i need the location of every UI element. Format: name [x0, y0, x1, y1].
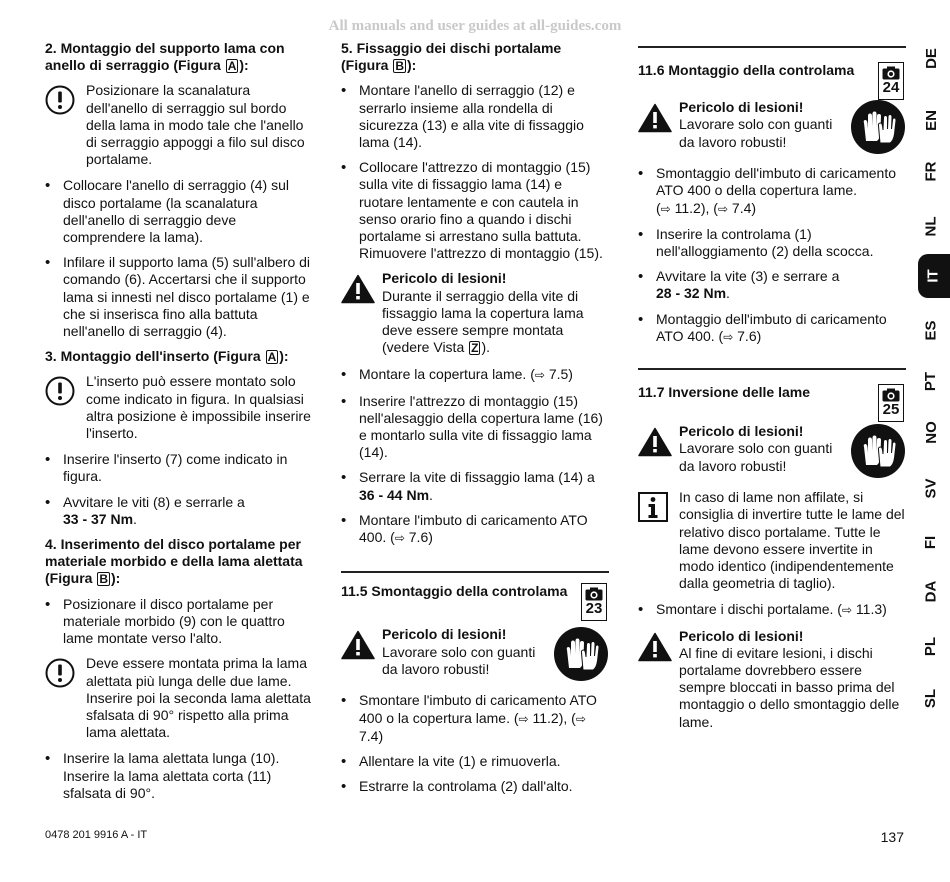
- warning-block: Pericolo di lesioni! Lavorare solo con guanti da lavoro robusti!: [638, 99, 906, 155]
- list-item: • Collocare l'anello di serraggio (4) sul disco portalame (la scanalatura dell'anello di serraggio deve comprendere la lama).: [45, 177, 313, 246]
- list-item: • Allentare la vite (1) e rimuoverla.: [341, 753, 609, 770]
- figure-badge: 25: [878, 384, 904, 422]
- arrow-ref-icon: ⇨: [723, 329, 734, 344]
- language-sidebar: [918, 40, 950, 720]
- section-11-5-heading: 11.5 Smontaggio della controlama 23: [341, 583, 609, 600]
- figure-ref: Z: [471, 341, 479, 356]
- section-4-heading: 4. Inserimento del disco portalame per materiale morbido e della lama alettata (Figura B ):: [45, 536, 303, 587]
- list-item: • Posizionare il disco portalame per materiale morbido (9) con le quattro lame montate verso l'alto.: [45, 596, 313, 648]
- lang-tab-nl[interactable]: NL: [922, 216, 940, 237]
- gloves-icon: [850, 99, 906, 155]
- column-2: [341, 40, 609, 804]
- gloves-icon: [553, 626, 609, 682]
- list-item: • Montare l'anello di serraggio (12) e serrarlo insieme alla rondella di sicurezza (13) e alla vite di fissaggio lama (14).: [341, 82, 609, 151]
- list-item: • Smontaggio dell'imbuto di caricamento ATO 400 o della copertura lame. (⇨ 11.2), (⇨ 7.4): [638, 165, 906, 218]
- list-item: • Inserire la lama alettata lunga (10). Inserire la lama alettata corta (11) sfalsata di 90°.: [45, 750, 313, 802]
- list-item: • Inserire l'inserto (7) come indicato in figura.: [45, 451, 313, 485]
- lang-tab-da[interactable]: DA: [922, 580, 940, 603]
- figure-ref: B: [99, 572, 109, 587]
- warning-block: Pericolo di lesioni! Al fine di evitare lesioni, i dischi portalame dovrebbero essere sempre bloccati in basso prima del montaggio o dello smontaggio delle lame.: [638, 628, 906, 731]
- lang-tab-de[interactable]: DE: [922, 48, 940, 69]
- lang-tab-pt[interactable]: PT: [922, 371, 940, 392]
- list-item: • Collocare l'attrezzo di montaggio (15) sulla vite di fissaggio lama (14) e ruotare lentamente e con cautela in senso orario fino a quando i dischi portalame si arrestano sulla battuta. Rimuovere l'attrezzo di montaggio (15).: [341, 159, 609, 262]
- section-11-6-heading: 11.6 Montaggio della controlama 24: [638, 62, 906, 79]
- arrow-ref-icon: ⇨: [394, 531, 405, 546]
- page-number: 137: [880, 829, 904, 845]
- section-divider: [638, 46, 906, 48]
- section-2-heading: 2. Montaggio del supporto lama con anello di serraggio (Figura A ):: [45, 40, 285, 74]
- list-item: • Inserire l'attrezzo di montaggio (15) nell'alesaggio della copertura lame (16) e montarlo sulla vite di fissaggio lama (14).: [341, 393, 609, 462]
- arrow-ref-icon: ⇨: [575, 711, 586, 726]
- exclamation-icon: [45, 376, 75, 406]
- arrow-ref-icon: ⇨: [841, 603, 853, 618]
- section-11-7-heading: 11.7 Inversione delle lame 25: [638, 384, 906, 401]
- section-divider: [638, 368, 906, 370]
- list-item: • Smontare l'imbuto di caricamento ATO 400 o la copertura lame. (⇨ 11.2), (⇨ 7.4): [341, 692, 609, 745]
- watermark: All manuals and user guides at all-guides.com: [328, 18, 622, 34]
- section-3-heading: 3. Montaggio dell'inserto (Figura A ):: [45, 348, 289, 365]
- list-item: • Montaggio dell'imbuto di caricamento ATO 400. (⇨ 7.6): [638, 311, 906, 346]
- warning-block: Pericolo di lesioni! Lavorare solo con guanti da lavoro robusti!: [341, 626, 609, 682]
- figure-ref: A: [267, 350, 277, 365]
- lang-tab-fi[interactable]: FI: [922, 535, 940, 550]
- arrow-ref-icon: ⇨: [660, 201, 671, 216]
- note-block: Deve essere montata prima la lama alettata più lunga delle due lame. Inserire poi la seconda lama alettata sfalsata di 90° rispetto alla prima lama alettata.: [45, 655, 313, 741]
- figure-ref: B: [395, 59, 405, 74]
- lang-tab-es[interactable]: ES: [922, 320, 940, 341]
- arrow-ref-icon: ⇨: [717, 201, 729, 216]
- warning-block: Pericolo di lesioni! Lavorare solo con guanti da lavoro robusti!: [638, 423, 906, 479]
- section-5-heading: 5. Fissaggio dei dischi portalame (Figura B ):: [341, 40, 562, 74]
- lang-tab-sl[interactable]: SL: [922, 688, 940, 709]
- gloves-icon: [850, 423, 906, 479]
- section-divider: [341, 571, 609, 573]
- exclamation-icon: [45, 658, 75, 688]
- list-item: • Inserire la controlama (1) nell'alloggiamento (2) della scocca.: [638, 226, 906, 260]
- lang-tab-sv[interactable]: SV: [922, 478, 940, 499]
- camera-icon: [585, 587, 603, 601]
- document-code: 0478 201 9916 A - IT: [45, 829, 148, 841]
- lang-tab-it-active[interactable]: IT: [918, 254, 950, 298]
- camera-icon: [882, 388, 900, 402]
- list-item: • Estrarre la controlama (2) dall'alto.: [341, 778, 609, 795]
- list-item: • Smontare i dischi portalame. (⇨ 11.3): [638, 601, 906, 619]
- warning-triangle-icon: [638, 103, 672, 133]
- list-item: • Serrare la vite di fissaggio lama (14) a 36 - 44 Nm.: [341, 469, 609, 503]
- list-item: • Avvitare la vite (3) e serrare a 28 - 32 Nm.: [638, 268, 906, 302]
- column-1: [45, 40, 313, 810]
- list-item: • Montare la copertura lame. (⇨ 7.5): [341, 366, 609, 384]
- arrow-ref-icon: ⇨: [518, 711, 529, 726]
- lang-tab-pl[interactable]: PL: [922, 636, 940, 657]
- info-icon: [638, 492, 668, 522]
- lang-tab-no[interactable]: NO: [922, 421, 940, 444]
- list-item: • Infilare il supporto lama (5) sull'albero di comando (6). Accertarsi che il supporto lama si innesti nel disco portalame (1) e che si inserisca fino alla battuta nell'anello di serraggio (4).: [45, 254, 313, 340]
- lang-tab-fr[interactable]: FR: [922, 161, 940, 182]
- note-block: L'inserto può essere montato solo come indicato in figura. In qualsiasi altra posizione è impossibile inserire l'inserto.: [45, 373, 313, 442]
- note-block: Posizionare la scanalatura dell'anello di serraggio sul bordo della lama in modo tale che l'anello di serraggio appoggi a filo sul disco portalame.: [45, 82, 313, 168]
- arrow-ref-icon: ⇨: [534, 368, 545, 383]
- list-item: • Avvitare le viti (8) e serrarle a 33 - 37 Nm.: [45, 494, 313, 528]
- figure-ref: A: [227, 59, 237, 74]
- exclamation-icon: [45, 85, 75, 115]
- figure-badge: 23: [581, 583, 607, 621]
- camera-icon: [882, 66, 900, 80]
- warning-triangle-icon: [638, 632, 672, 662]
- lang-tab-en[interactable]: EN: [922, 110, 940, 131]
- figure-badge: 24: [878, 62, 904, 100]
- warning-triangle-icon: [341, 630, 375, 660]
- warning-block: Pericolo di lesioni! Durante il serraggio della vite di fissaggio lama la copertura lama deve essere sempre montata (vedere Vista Z ).: [341, 270, 609, 356]
- list-item: • Montare l'imbuto di caricamento ATO 400. (⇨ 7.6): [341, 512, 609, 547]
- column-3: [638, 40, 906, 741]
- info-block: In caso di lame non affilate, si consiglia di invertire tutte le lame del relativo disco portalame. Tutte le lame devono essere invertite in modo identico (indipendentemente dalla geometria di taglio).: [638, 489, 906, 592]
- warning-triangle-icon: [341, 274, 375, 304]
- warning-triangle-icon: [638, 427, 672, 457]
